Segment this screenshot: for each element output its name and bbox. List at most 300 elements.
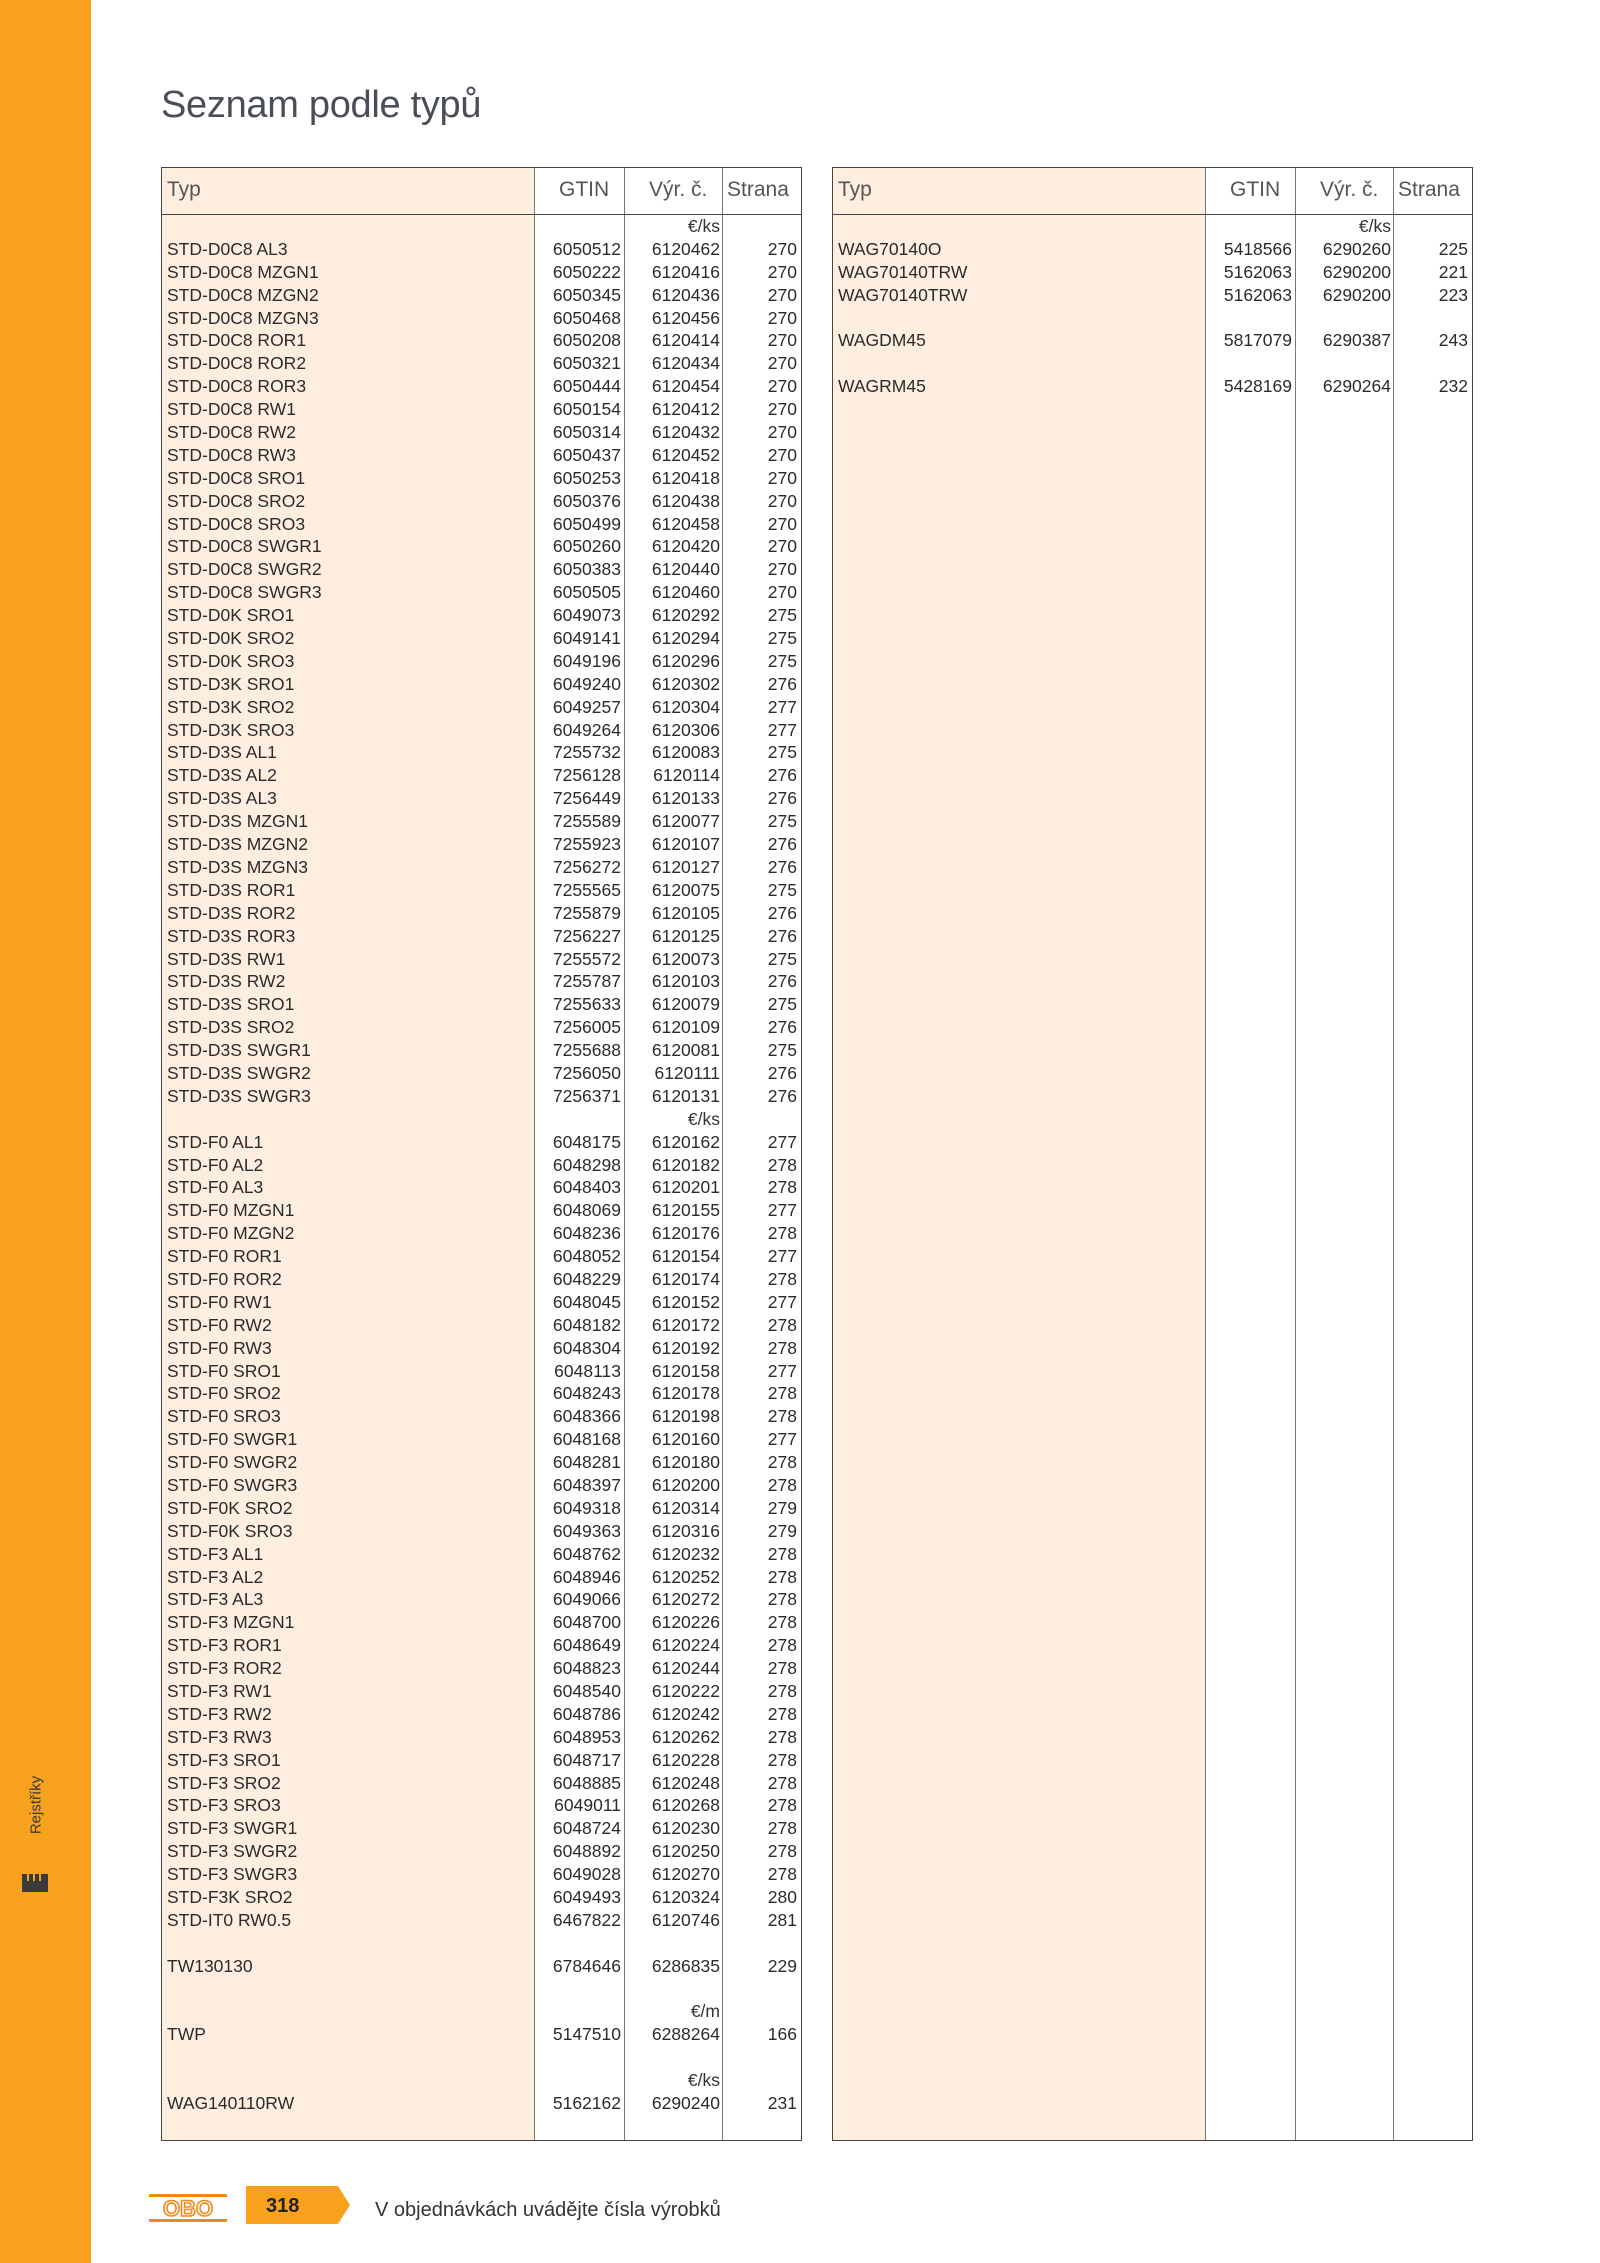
table-row [162, 810, 801, 833]
table-row [162, 1176, 801, 1199]
type-cell: STD-D3S AL3 [167, 788, 277, 809]
product-number-cell: 6120440 [651, 559, 720, 580]
product-number-cell: 6120314 [651, 1497, 720, 1518]
gtin-cell: 6049257 [552, 696, 621, 717]
gtin-cell: 6048045 [552, 1291, 621, 1312]
table-row [162, 352, 801, 375]
gtin-cell: 6050437 [552, 444, 621, 465]
page-cell: 276 [767, 1062, 797, 1083]
page-title: Seznam podle typů [161, 84, 482, 126]
page-cell: 270 [767, 422, 797, 443]
unit-label: €/ks [687, 1108, 720, 1129]
table-row [162, 398, 801, 421]
page-cell: 270 [767, 582, 797, 603]
type-cell: STD-F0 MZGN2 [167, 1223, 295, 1244]
gtin-cell: 6048649 [552, 1635, 621, 1656]
type-cell: STD-D3S MZGN1 [167, 811, 308, 832]
page-cell: 277 [767, 1360, 797, 1381]
table-row [162, 1749, 801, 1772]
gtin-cell: 6467822 [552, 1909, 621, 1930]
gtin-cell: 6048403 [552, 1177, 621, 1198]
header-vyr: Výr. č. [1320, 178, 1379, 201]
product-number-cell: 6120306 [651, 719, 720, 740]
page-cell: 276 [767, 673, 797, 694]
gtin-cell: 5162162 [552, 2093, 621, 2114]
type-cell: STD-D0K SRO3 [167, 650, 295, 671]
header-type: Typ [838, 178, 872, 201]
product-number-cell: 6120155 [651, 1200, 720, 1221]
gtin-cell: 6050154 [552, 399, 621, 420]
page-cell: 276 [767, 902, 797, 923]
type-cell: STD-F3 RW1 [167, 1681, 272, 1701]
page-cell: 278 [767, 1268, 797, 1289]
type-cell: WAGRM45 [838, 376, 926, 397]
gtin-cell: 6048052 [552, 1246, 621, 1267]
product-number-cell: 6120316 [651, 1520, 720, 1541]
table-row [162, 1703, 801, 1726]
table-row [162, 490, 801, 513]
column-divider [1205, 168, 1206, 2140]
product-number-cell: 6120438 [651, 490, 720, 511]
product-number-cell: 6120270 [651, 1864, 720, 1885]
table-row [162, 1566, 801, 1589]
gtin-cell: 6048953 [552, 1726, 621, 1747]
type-cell: STD-F3 SWGR1 [167, 1818, 298, 1839]
gtin-cell: 6049264 [552, 719, 621, 740]
page-cell: 232 [1438, 376, 1468, 397]
product-number-cell: 6120242 [651, 1703, 720, 1724]
type-cell: STD-D3S SWGR3 [167, 1085, 311, 1106]
gtin-cell: 7255572 [552, 948, 621, 969]
column-divider [1393, 168, 1394, 2140]
page-cell: 275 [767, 742, 797, 763]
table-row [162, 696, 801, 719]
type-cell: STD-F0 AL1 [167, 1131, 264, 1152]
gtin-cell: 6050444 [552, 376, 621, 397]
gtin-cell: 6048175 [552, 1131, 621, 1152]
gtin-cell: 6049028 [552, 1864, 621, 1885]
gtin-cell: 6048762 [552, 1543, 621, 1564]
page-cell: 270 [767, 536, 797, 557]
product-number-cell: 6286835 [651, 1955, 720, 1976]
table-row [162, 307, 801, 330]
type-cell: STD-D0K SRO2 [167, 628, 295, 649]
type-cell: WAG70140TRW [838, 284, 968, 305]
product-number-cell: 6120109 [651, 1017, 720, 1038]
page-cell: 276 [767, 1085, 797, 1106]
gtin-cell: 6048700 [552, 1612, 621, 1633]
page-cell: 275 [767, 879, 797, 900]
type-cell: STD-D3S MZGN3 [167, 856, 308, 877]
table-row [162, 1360, 801, 1383]
type-cell: STD-F3 SWGR2 [167, 1841, 298, 1862]
gtin-cell: 7255688 [552, 1040, 621, 1061]
product-number-cell: 6120418 [651, 467, 720, 488]
type-cell: STD-D3K SRO1 [167, 673, 295, 694]
table-row [162, 421, 801, 444]
type-cell: STD-D0C8 RW3 [167, 444, 297, 465]
table-row [162, 558, 801, 581]
gtin-cell: 6050314 [552, 422, 621, 443]
page-cell: 276 [767, 925, 797, 946]
table-row [833, 329, 1472, 352]
product-number-cell: 6120178 [651, 1383, 720, 1404]
table-row [162, 902, 801, 925]
type-cell: WAG70140TRW [838, 261, 968, 282]
type-cell: STD-F3 AL3 [167, 1589, 264, 1610]
gtin-cell: 6048298 [552, 1154, 621, 1175]
product-number-cell: 6120154 [651, 1246, 720, 1267]
type-cell: STD-D3S RW2 [167, 971, 286, 992]
table-header [833, 168, 1472, 215]
product-number-cell: 6120176 [651, 1223, 720, 1244]
product-number-cell: 6120105 [651, 902, 720, 923]
table-row [162, 1451, 801, 1474]
product-number-cell: 6120272 [651, 1589, 720, 1610]
gtin-cell: 7256050 [552, 1062, 621, 1083]
table-row [162, 1794, 801, 1817]
product-number-cell: 6120452 [651, 444, 720, 465]
page-cell: 270 [767, 284, 797, 305]
type-cell: STD-F0 MZGN1 [167, 1200, 295, 1221]
table-row [162, 375, 801, 398]
page-cell: 277 [767, 719, 797, 740]
type-cell: STD-F0 AL3 [167, 1177, 264, 1198]
unit-label: €/ks [687, 2070, 720, 2091]
header-strana: Strana [727, 178, 789, 201]
type-cell: STD-D3S AL2 [167, 765, 277, 786]
gtin-cell: 6048717 [552, 1749, 621, 1770]
table-row [162, 1634, 801, 1657]
page-cell: 278 [767, 1612, 797, 1633]
column-divider [1295, 168, 1296, 2140]
product-number-cell: 6120226 [651, 1612, 720, 1633]
page-cell: 278 [767, 1749, 797, 1770]
page-cell: 278 [767, 1841, 797, 1862]
type-cell: STD-D0C8 MZGN2 [167, 284, 319, 305]
gtin-cell: 6050208 [552, 330, 621, 351]
type-cell: STD-F0 AL2 [167, 1154, 264, 1175]
table-row [162, 1955, 801, 1978]
page-cell: 270 [767, 376, 797, 397]
table-row [162, 513, 801, 536]
gtin-cell: 6048236 [552, 1223, 621, 1244]
table-row [162, 650, 801, 673]
spacer-row [162, 2046, 801, 2069]
page-cell: 277 [767, 1200, 797, 1221]
page-cell: 270 [767, 261, 797, 282]
product-number-cell: 6120174 [651, 1268, 720, 1289]
table-row [162, 719, 801, 742]
header-strana: Strana [1398, 178, 1460, 201]
product-number-cell: 6290240 [651, 2093, 720, 2114]
table-row [162, 1131, 801, 1154]
table-row [833, 375, 1472, 398]
gtin-cell: 5418566 [1223, 238, 1292, 259]
product-number-cell: 6120152 [651, 1291, 720, 1312]
page-cell: 277 [767, 1246, 797, 1267]
gtin-cell: 6050512 [552, 238, 621, 259]
gtin-cell: 6050383 [552, 559, 621, 580]
table-row [162, 1909, 801, 1932]
gtin-cell: 6048229 [552, 1268, 621, 1289]
type-cell: STD-F0 RW3 [167, 1337, 272, 1358]
product-number-cell: 6120198 [651, 1406, 720, 1427]
table-row [162, 1817, 801, 1840]
gtin-cell: 7256449 [552, 788, 621, 809]
table-row [833, 261, 1472, 284]
page-cell: 278 [767, 1726, 797, 1747]
gtin-cell: 7256005 [552, 1017, 621, 1038]
table-row [162, 925, 801, 948]
type-cell: STD-D0C8 ROR2 [167, 353, 307, 374]
gtin-cell: 6050345 [552, 284, 621, 305]
product-number-cell: 6120294 [651, 628, 720, 649]
table-row [162, 1520, 801, 1543]
page-cell: 278 [767, 1543, 797, 1564]
footer-note: V objednávkách uvádějte čísla výrobků [375, 2199, 721, 2221]
page-cell: 278 [767, 1635, 797, 1656]
page-cell: 221 [1438, 261, 1468, 282]
header-type: Typ [167, 178, 201, 201]
table-row [162, 879, 801, 902]
product-number-cell: 6120111 [654, 1062, 720, 1083]
page-cell: 278 [767, 1864, 797, 1885]
product-number-cell: 6120077 [651, 811, 720, 832]
type-cell: STD-D3S ROR1 [167, 879, 296, 900]
gtin-cell: 6050253 [552, 467, 621, 488]
page-cell: 278 [767, 1223, 797, 1244]
page-cell: 166 [767, 2024, 797, 2045]
gtin-cell: 7255565 [552, 879, 621, 900]
section-label-text: Rejstříky [27, 1775, 45, 1835]
gtin-cell: 7255923 [552, 834, 621, 855]
product-number-cell: 6120262 [651, 1726, 720, 1747]
table-row [162, 238, 801, 261]
table-row [162, 741, 801, 764]
product-number-cell: 6120454 [651, 376, 720, 397]
table-row [162, 993, 801, 1016]
page-cell: 270 [767, 559, 797, 580]
page-cell: 278 [767, 1818, 797, 1839]
gtin-cell: 6050505 [552, 582, 621, 603]
type-cell: STD-F3 SRO1 [167, 1749, 281, 1770]
type-cell: STD-F3 MZGN1 [167, 1612, 295, 1633]
product-number-cell: 6288264 [651, 2024, 720, 2045]
page-cell: 276 [767, 856, 797, 877]
product-number-cell: 6120133 [651, 788, 720, 809]
type-cell: STD-D0C8 RW2 [167, 422, 297, 443]
type-cell: STD-F3K SRO2 [167, 1887, 293, 1908]
page-cell: 270 [767, 307, 797, 328]
gtin-cell: 6048724 [552, 1818, 621, 1839]
gtin-cell: 6048069 [552, 1200, 621, 1221]
page-cell: 275 [767, 650, 797, 671]
product-number-cell: 6120075 [651, 879, 720, 900]
table-row [162, 2092, 801, 2115]
gtin-cell: 6049066 [552, 1589, 621, 1610]
product-number-cell: 6120414 [651, 330, 720, 351]
table-row [162, 1497, 801, 1520]
page-cell: 223 [1438, 284, 1468, 305]
product-number-cell: 6120222 [651, 1681, 720, 1701]
type-table-right [832, 167, 1473, 2141]
product-number-cell: 6120244 [651, 1658, 720, 1679]
page-cell: 276 [767, 834, 797, 855]
page-cell: 225 [1438, 238, 1468, 259]
table-row [162, 1428, 801, 1451]
type-cell: STD-F0 RW2 [167, 1314, 272, 1335]
product-number-cell: 6120456 [651, 307, 720, 328]
table-row [162, 1337, 801, 1360]
product-number-cell: 6120192 [651, 1337, 720, 1358]
type-cell: TWP [167, 2024, 206, 2045]
type-cell: STD-F3 RW3 [167, 1726, 272, 1747]
page-cell: 270 [767, 444, 797, 465]
table-row [162, 604, 801, 627]
product-number-cell: 6120079 [651, 994, 720, 1015]
gtin-cell: 7255732 [552, 742, 621, 763]
product-number-cell: 6290264 [1322, 376, 1391, 397]
table-row [162, 1405, 801, 1428]
table-row [162, 627, 801, 650]
page-cell: 278 [767, 1452, 797, 1473]
page-cell: 270 [767, 513, 797, 534]
gtin-cell: 5428169 [1223, 376, 1292, 397]
gtin-cell: 6784646 [552, 1955, 621, 1976]
table-row [162, 1154, 801, 1177]
gtin-cell: 6048540 [552, 1681, 621, 1701]
page-cell: 278 [767, 1589, 797, 1610]
gtin-cell: 6050468 [552, 307, 621, 328]
product-number-cell: 6120114 [653, 765, 720, 786]
type-cell: STD-D0C8 SRO3 [167, 513, 306, 534]
type-cell: STD-D3S AL1 [167, 742, 277, 763]
gtin-cell: 5817079 [1223, 330, 1292, 351]
page-cell: 275 [767, 628, 797, 649]
product-number-cell: 6120324 [651, 1887, 720, 1908]
type-cell: STD-D3S MZGN2 [167, 834, 308, 855]
page-number: 318 [266, 2195, 300, 2217]
table-row [162, 1588, 801, 1611]
page-cell: 243 [1438, 330, 1468, 351]
table-row [162, 1840, 801, 1863]
page-cell: 275 [767, 605, 797, 626]
unit-row [162, 2000, 801, 2023]
page-cell: 270 [767, 330, 797, 351]
type-cell: STD-D3S SRO2 [167, 1017, 295, 1038]
gtin-cell: 7255589 [552, 811, 621, 832]
type-column-background [833, 168, 1205, 2140]
table-body [833, 215, 1472, 398]
page-cell: 279 [767, 1520, 797, 1541]
type-cell: STD-F3 RW2 [167, 1703, 272, 1724]
type-cell: STD-F0 SRO1 [167, 1360, 281, 1381]
unit-label: €/m [690, 2001, 720, 2022]
gtin-cell: 6050321 [552, 353, 621, 374]
header-gtin: GTIN [559, 178, 610, 201]
gtin-cell: 6048243 [552, 1383, 621, 1404]
product-number-cell: 6120182 [651, 1154, 720, 1175]
type-cell: STD-F0 SWGR1 [167, 1429, 298, 1450]
page-cell: 276 [767, 765, 797, 786]
table-row [162, 1314, 801, 1337]
product-number-cell: 6290260 [1322, 238, 1391, 259]
page-cell: 277 [767, 1291, 797, 1312]
gtin-cell: 6049011 [554, 1795, 621, 1816]
gtin-cell: 6048885 [552, 1772, 621, 1793]
type-table-left [161, 167, 802, 2141]
table-row [162, 2023, 801, 2046]
page-cell: 281 [767, 1909, 797, 1930]
page-cell: 278 [767, 1795, 797, 1816]
gtin-cell: 6049196 [552, 650, 621, 671]
table-row [162, 1085, 801, 1108]
gtin-cell: 7255633 [552, 994, 621, 1015]
type-cell: STD-F0 SRO2 [167, 1383, 281, 1404]
page-cell: 278 [767, 1703, 797, 1724]
page-cell: 275 [767, 811, 797, 832]
type-cell: STD-F0K SRO2 [167, 1497, 293, 1518]
gtin-cell: 6048397 [552, 1474, 621, 1495]
table-row [162, 833, 801, 856]
table-row [162, 1657, 801, 1680]
product-number-cell: 6290200 [1322, 261, 1391, 282]
gtin-cell: 6048786 [552, 1703, 621, 1724]
product-number-cell: 6120127 [651, 856, 720, 877]
type-cell: STD-F3 SRO3 [167, 1795, 281, 1816]
table-row [162, 1611, 801, 1634]
orange-sidebar [0, 0, 91, 2263]
type-cell: STD-D0C8 RW1 [167, 399, 297, 420]
type-cell: WAGDM45 [838, 330, 926, 351]
type-cell: STD-F0K SRO3 [167, 1520, 293, 1541]
type-cell: STD-F0 ROR2 [167, 1268, 282, 1289]
product-number-cell: 6120232 [651, 1543, 720, 1564]
page-cell: 275 [767, 1040, 797, 1061]
page-cell: 276 [767, 788, 797, 809]
table-row [162, 1268, 801, 1291]
page-cell: 279 [767, 1497, 797, 1518]
page-cell: 278 [767, 1772, 797, 1793]
page-cell: 277 [767, 696, 797, 717]
table-row [162, 444, 801, 467]
product-number-cell: 6120248 [651, 1772, 720, 1793]
unit-row [162, 2069, 801, 2092]
table-row [162, 764, 801, 787]
type-cell: STD-F3 AL1 [167, 1543, 264, 1564]
product-number-cell: 6120125 [651, 925, 720, 946]
type-cell: STD-D0C8 SWGR1 [167, 536, 322, 557]
obo-logo [148, 2193, 228, 2223]
gtin-cell: 6048946 [552, 1566, 621, 1587]
table-row [162, 1291, 801, 1314]
page-cell: 278 [767, 1658, 797, 1679]
product-number-cell: 6120296 [651, 650, 720, 671]
type-cell: STD-D0K SRO1 [167, 605, 295, 626]
product-number-cell: 6120162 [651, 1131, 720, 1152]
product-number-cell: 6290387 [1322, 330, 1391, 351]
type-cell: STD-D0C8 SRO1 [167, 467, 306, 488]
product-number-cell: 6120180 [651, 1452, 720, 1473]
product-number-cell: 6120434 [651, 353, 720, 374]
product-number-cell: 6120460 [651, 582, 720, 603]
page-cell: 277 [767, 1131, 797, 1152]
page-cell: 270 [767, 353, 797, 374]
table-row [162, 1772, 801, 1795]
type-cell: WAG70140O [838, 238, 942, 259]
page-cell: 276 [767, 971, 797, 992]
